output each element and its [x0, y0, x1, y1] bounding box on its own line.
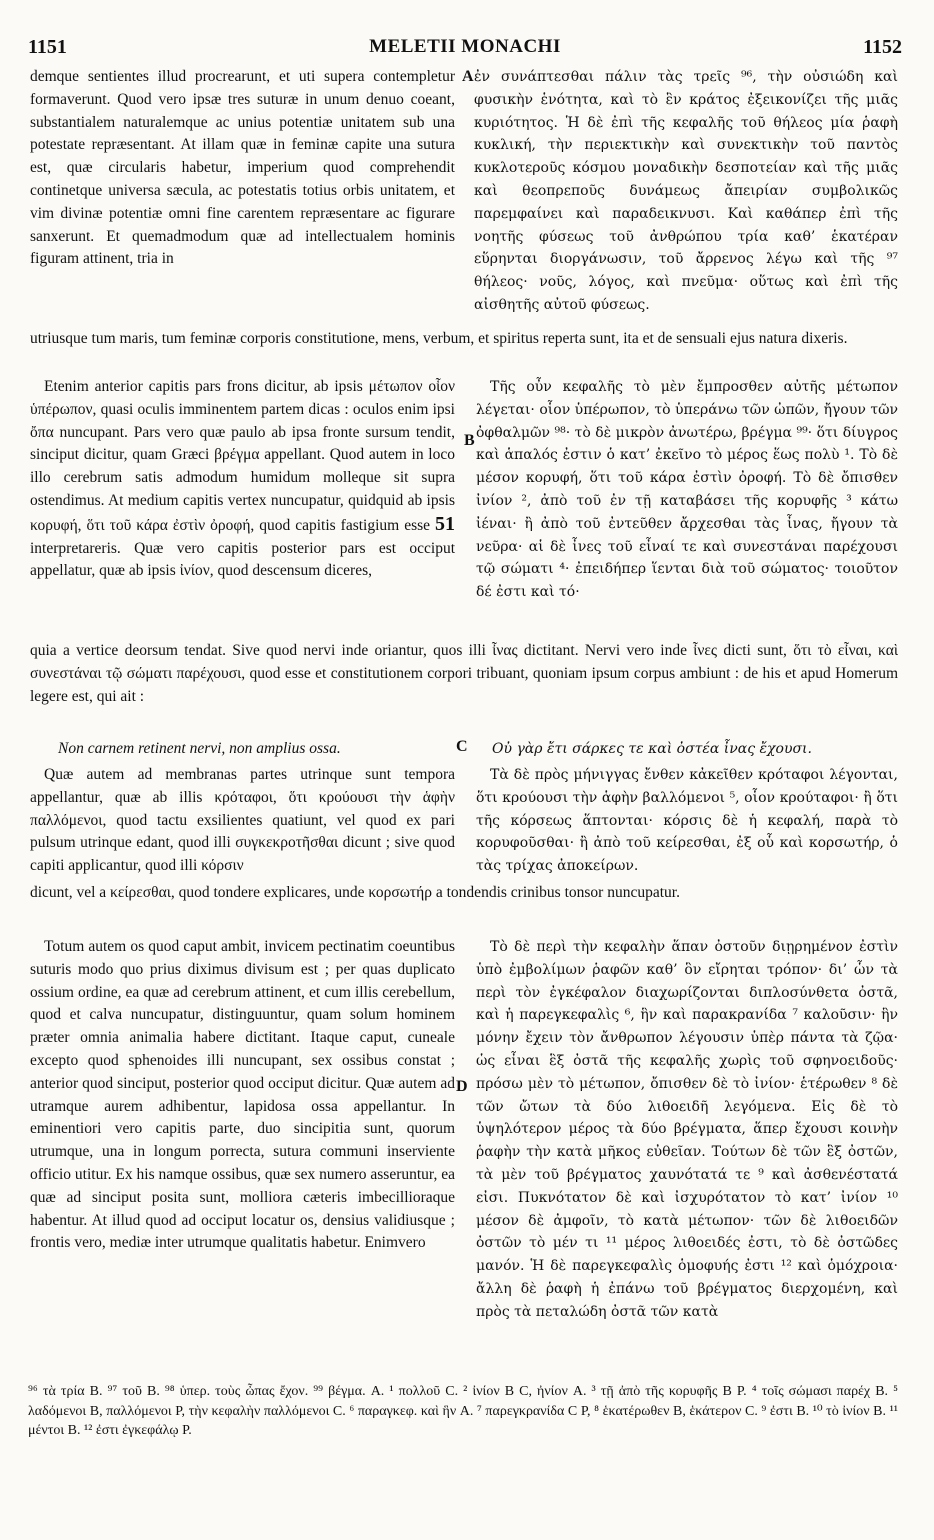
latin-paragraph-3-continued: dicunt, vel a κείρεσθαι, quod tondere explicares, unde κορσωτήρ a tondendis crinibus tonsor nuncupatur. [30, 884, 680, 901]
latin-verse: Non carnem retinent nervi, non amplius ossa. [58, 740, 341, 757]
greek-paragraph-2: Τῆς οὖν κεφαλῆς τὸ μὲν ἔμπροσθεν αὐτῆς μέτωπον λέγεται· οἷον ὑπέρωπον, τὸ ὑπεράνω τῶν ὠπῶν, ἤγουν τῶν ὀφθαλμῶν ⁹⁸· τὸ δὲ μικρὸν ἀνωτέρω, βρέγμα ⁹⁹· ὅτι δίυγρος καὶ ἁπαλός ἐστιν ὁ κατ’ ἐκεῖνο τὸ μέρος ἕως πολὺ ¹. Τὸ δὲ μέσον κορυφή, ὅτι τοῦ κάρα ἐστὶν ὀροφή. Τὸ δὲ ὄπισθεν ἰνίον ², ἀπὸ τοῦ ἐν τῇ καταβάσει τῆς κορυφῆς ³ κάτω ἰέναι· ἢ ἀπὸ τοῦ ἐντεῦθεν ἄρχεσθαι τὰς ἶνας, ἤγουν τὰ νεῦρα· αἱ δὲ ἶνες τοῦ εἶναί τε καὶ συνεστάναι παρέχουσι τῷ σώματι ⁴· ἐπειδήπερ ἵενται διὰ τοῦ σώματος· τοιοῦτον δέ ἐστι καὶ τό· [476, 379, 898, 601]
latin-paragraph-3: Quæ autem ad membranas partes utrinque sunt tempora appellantur, quæ ab illis κρόταφοι, ὅτι κρούουσι τὴν ἁφὴν παλλόμενοι, quod tactu exsilientes quatiunt, vel quod ex pari pulsum utrinque edant, quod illi συγκεκροτῆσθαι dicunt ; sive quod capiti applicantur, quod illi κόρσιν [30, 766, 455, 875]
latin-paragraph-1: demque sentientes illud procrearunt, et uti supera contempletur formaverunt. Quod vero ipsæ tres suturæ in unum denuo coeant, substantialem naturalemque ac unius potentiæ unitatem sub una potestate repræsentant. At illam quæ in feminæ capite una sutura est, quæ circularis habetur, imperium quod comprehendit continetque universa sæcula, ac potestatis totius orbis unitatem, et vim divinæ potentiæ omni fine carentem repræsentare ac figurare sanxerunt. Et quemadmodum quæ ad intellectualem hominis figuram attinent, tria in [30, 68, 455, 268]
page-header [28, 36, 902, 60]
page-number-left: 1151 [28, 36, 67, 58]
margin-letter-b: B [464, 432, 475, 449]
margin-letter-d: D [456, 1078, 468, 1095]
greek-verse: Οὐ γὰρ ἔτι σάρκες τε καὶ ὀστέα ἶνας ἔχουσι. [492, 741, 812, 757]
latin-paragraph-2: Etenim anterior capitis pars frons dicitur, ab ipsis μέτωπον οἷον ὑπέρωπον, quasi oculis imminentem partem dicas : oculos enim ipsi ὄπα nuncupant. Pars vero quæ paulo ab ipsa fronte sursum tendit, sinciput dicitur, quam Græci βρέγμα appellant. Quod autem in loco illo cerebrum satis admodum humidum molleque sit supra ostendimus. At medium capitis vertex nuncupatur, quidquid ab ipsis κορυφή, ὅτι τοῦ κάρα ἐστὶν ὀροφή, quod capitis fastigium esse 51 interpretareris. Quæ vero capitis posterior pars est occiput appellatur, quæ ab ipsis ἰνίον, quod descensum diceres, [30, 378, 456, 580]
footnotes: ⁹⁶ τὰ τρία B. ⁹⁷ τοῦ B. ⁹⁸ ὑπερ. τοὺς ὦπας ἔχον. ⁹⁹ βέγμα. A. ¹ πολλοῦ C. ² ἰνίον B C, ἠνίον A. ³ τῇ ἀπὸ τῆς κορυφῆς B P. ⁴ τοῖς σώμασι παρέχ B. ⁵ λαδόμενοι B, παλλόμενοι P, τὴν κεφαλὴν παλλόμενοι C. ⁶ παραγκεφ. καὶ ἣν A. ⁷ παρεγκρανίδα C P, ⁸ ἑκατέρωθεν B, ἑκάτερον C. ⁹ ἐστι B. ¹⁰ τὸ ἰνίον B. ¹¹ μέντοι B. ¹² ἐστι ἐγκεφάλῳ P. [28, 1384, 898, 1438]
margin-letter-a: A [462, 68, 474, 85]
latin-paragraph-4: Totum autem os quod caput ambit, invicem pectinatim coeuntibus suturis modo quo prius diximus divisum est ; per quas duplicato ossium ordine, ea quæ ad cerebrum attinent, et cum illis cerebellum, quod et calva nuncupatur, distinguuntur, quam solum hominem præter omnia animalia habere dictitant. Itaque caput, cuneale excepto quod sphenoides illi nuncupant, sex ossibus constat ; anterior quod sinciput, posterior quod occiput dicitur. Quæ autem ad utramque aurem adhibentur, lapidosa ossa appellantur. In eminentiori vero capitis parte, duo sincipitia sunt, quorum utrumque, una in longum porrecta, sutura communi inserviente officio utitur. Ex his namque ossibus, quæ sex numero asseruntur, ea quæ ad sinciput posita sunt, molliora cæteris imbecillioraque habentur. At illud quod ad occiput locatur os, densius validiusque ; frontis vero, mediæ inter utrumque qualitatis habetur. Enimvero [30, 938, 455, 1252]
greek-paragraph-1: ἐν συνάπτεσθαι πάλιν τὰς τρεῖς ⁹⁶, τὴν οὐσιώδη καὶ φυσικὴν ἑνότητα, καὶ τὸ ἓν κράτος ἐξεικονίζει τῆς μιᾶς κυριότητος. Ἡ δὲ ἐπὶ τῆς κεφαλῆς τοῦ θήλεος μία ῥαφὴ κυκλική, τὴν περιεκτικὴν καὶ συνεκτικὴν τοῦ παντὸς κυκλοτεροῦς κόσμου μοναδικὴν δεσποτείαν καὶ τῆς μιᾶς καὶ θεοπρεποῦς δυνάμεως ἄπειρίαν συμβολικῶς παρεμφαίνει καὶ παραδεικνυσι. Καὶ καθάπερ ἐπὶ τῆς νοητῆς φύσεως τοῦ ἀνθρώπου τρία καθ’ ἑκατέραν εὕρηνται διοργάνωσιν, τοῦ ἄρρενος λέγω καὶ τῆς ⁹⁷ θήλεος· νοῦς, λόγος, καὶ πνεῦμα· οὕτως καὶ ἐπὶ τῆς αἰσθητῆς αὐτοῦ φύσεως. [474, 69, 898, 313]
page-number-right: 1152 [863, 36, 902, 58]
latin-paragraph-1-continued: utriusque tum maris, tum feminæ corporis constitutione, mens, verbum, et spiritus reperta sunt, ita et de sensuali ejus natura dixeris. [30, 330, 848, 347]
column-number: 51 [435, 512, 456, 535]
running-title: MELETII MONACHI [369, 36, 561, 57]
greek-paragraph-3: Τὰ δὲ πρὸς μήνιγγας ἔνθεν κἀκεῖθεν κρόταφοι λέγονται, ὅτι κρούουσι τὴν ἁφὴν βαλλόμενοι ⁵, οἷον κρούταφοι· ἢ ὅτι τῆς κόρσεως ἅπτονται· κόρσις δὲ ἡ κεφαλή, παρὰ τὸ κορυφοῦσθαι· ἢ ἀπὸ τοῦ κείρεσθαι, ἐξ οὗ καὶ κορσωτήρ, ὁ τὰς τρίχας ἀποκείρων. [476, 767, 898, 875]
greek-paragraph-4: Τὸ δὲ περὶ τὴν κεφαλὴν ἅπαν ὀστοῦν διῃρημένον ἐστὶν ὑπὸ ἐμβολίμων ῥαφῶν καθ’ ὃν εἴρηται τρόπον· δι’ ὧν τὰ περὶ τὸν ἐγκέφαλον διαχωρίζονται διπλοσύνθετα ὀστᾶ, καὶ ἡ παρεγκεφαλὶς ⁶, ἣν καὶ παρακρανίδα ⁷ καλοῦσιν· ἣν μόνην ἔχειν τὸν ἄνθρωπον λέγουσιν ὑπὲρ πάντα τὰ ζῷα· ὡς εἶναι ἓξ ὀστᾶ τῆς κεφαλῆς χωρὶς τοῦ σφηνοειδοῦς· πρόσω μὲν τὸ μέτωπον, ὄπισθεν δὲ τὸ ἰνίον· ἑτέρωθεν ⁸ δὲ τῶν ὤτων τὰ δύο λιθοειδῆ λεγόμενα. Εἰς δὲ τὸ ὑψηλότερον μέρος τὰ δύο βρέγματα, ἅπερ ἔχουσι κοινὴν ῥαφὴν τὴν κατὰ μῆκος εὐθεῖαν. Τούτων δὲ τῶν ἓξ ὀστῶν, τὰ μὲν τοῦ βρέγματος χαυνότατά τε ⁹ καὶ ἀσθενέστατά εἰσι. Πυκνότατον δὲ καὶ ἰσχυρότατον τὸ κατ’ ἰνίον ¹⁰ μέσον δὲ ἀμφοῖν, τὸ κατὰ μέτωπον· τῶν δὲ λιθοειδῶν ὀστῶν τὸ μέν τι ¹¹ μέρος λιθοειδές ἐστι, τὸ δὲ ὀστῶδες μανόν. Ἡ δὲ παρεγκεφαλὶς ὁμοφυής ἐστι ¹² καὶ ὁμόχροια· ἄλλη δὲ ῥαφὴ ἡ ἐπάνω τοῦ βρέγματος διερχομένη, καὶ πρὸς τὰ πεταλώδη ὀστᾶ τῶν κατὰ [476, 939, 898, 1320]
margin-letter-c: C [456, 738, 468, 755]
latin-paragraph-2-continued: quia a vertice deorsum tendat. Sive quod nervi inde oriantur, quos illi ἶνας dictitant. Nervi vero inde ἶνες dicti sunt, ὅτι τὸ εἶναι, καὶ συνεστάναι τῷ σώματι παρέχουσι, quod esse et constitutionem corpori tribuant, quoniam ipsum corpus ambiunt : de his et apud Homerum legere est, qui ait : [30, 642, 898, 705]
